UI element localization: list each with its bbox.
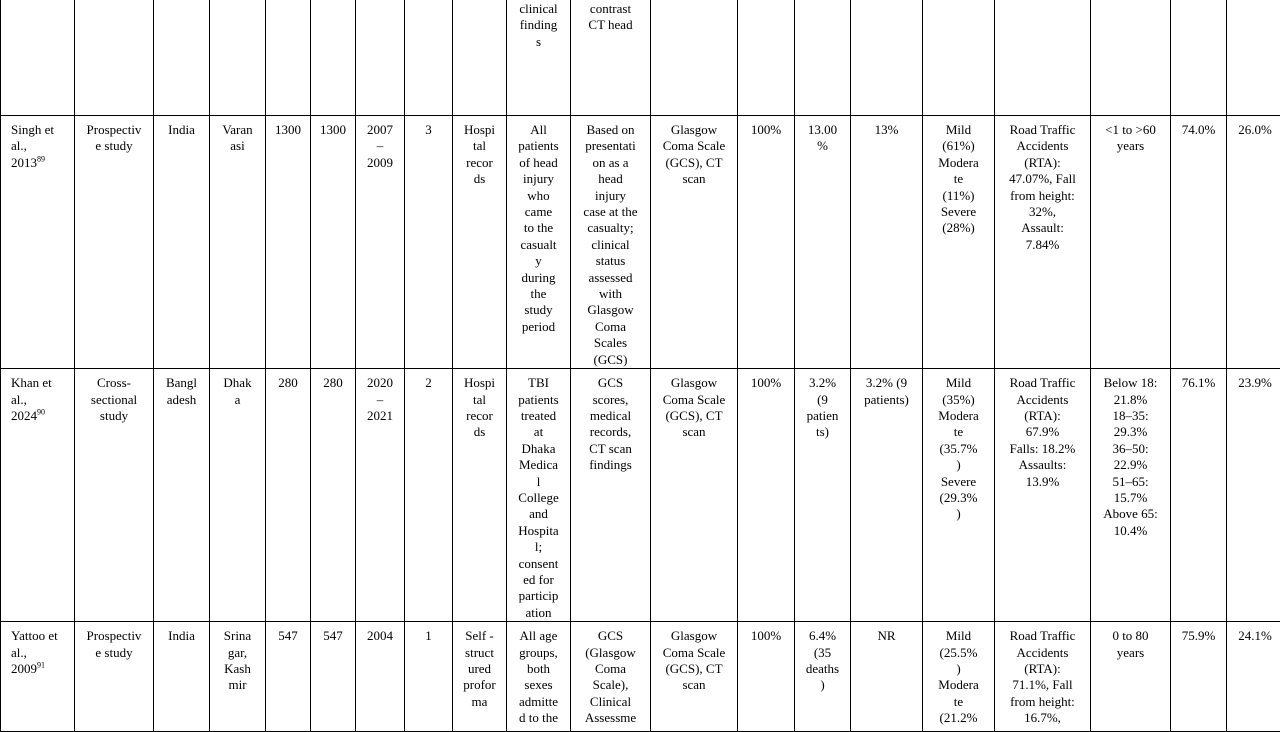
table-cell-diagnosis — [571, 116, 651, 369]
age-text: Below 18: 21.8% 18–35: 29.3% 36–50: 22.9% 51–65: 15.7% Above 65: 10.4% — [1103, 375, 1158, 538]
table-cell-diagnosis — [571, 0, 651, 116]
period-text: 2007 – 2009 — [367, 122, 393, 170]
inclusion-text: All age groups, both sexes admitte d to the — [519, 628, 558, 725]
table-cell-study — [1, 0, 75, 116]
n2-text: 547 — [323, 628, 343, 643]
table-cell-tool — [651, 116, 738, 369]
table-cell-country — [154, 369, 210, 622]
mortality2-text: NR — [877, 628, 895, 643]
table-cell-design — [75, 0, 154, 116]
mortality-text: 3.2% (9 patien ts) — [807, 375, 839, 439]
table-cell-inclusion — [507, 0, 571, 116]
score-text: 2 — [425, 375, 432, 390]
female-text: 23.9% — [1238, 375, 1272, 390]
pct-text: 100% — [751, 628, 781, 643]
table-cell-inclusion — [507, 622, 571, 732]
mortality2-text: 13% — [875, 122, 899, 137]
table-cell-tool — [651, 369, 738, 622]
table-cell-pct — [738, 369, 795, 622]
table-row — [1, 369, 1280, 622]
severity-text: Mild (61%) Modera te (11%) Severe (28%) — [938, 122, 978, 235]
diagnosis-text: Based on presentati on as a head injury case at the casualty; clinical status assessed with Glasgow Coma Scales (GCS) — [583, 122, 637, 367]
table-cell-female — [1227, 622, 1280, 732]
female-text: 26.0% — [1238, 122, 1272, 137]
source-text: Self - struct ured profor ma — [463, 628, 496, 709]
table-cell-age — [1091, 116, 1171, 369]
reference-superscript: 90 — [37, 408, 45, 417]
city-text: Srina gar, Kash mir — [224, 628, 251, 692]
mortality-text: 13.00 % — [808, 122, 837, 153]
table-cell-design — [75, 622, 154, 732]
table-cell-city — [210, 369, 266, 622]
table-cell-design — [75, 369, 154, 622]
age-text: <1 to >60 years — [1105, 122, 1156, 153]
table-cell-pct — [738, 116, 795, 369]
table-cell-mortality2 — [851, 622, 923, 732]
table-cell-severity — [923, 622, 995, 732]
diagnosis-text: contrast CT head — [588, 1, 632, 32]
country-text: India — [168, 122, 195, 137]
table-cell-female — [1227, 116, 1280, 369]
n2-text: 1300 — [320, 122, 346, 137]
severity-text: Mild (35%) Modera te (35.7% ) Severe (29.3% ) — [938, 375, 978, 521]
table-cell-mortality — [795, 0, 851, 116]
table-row — [1, 116, 1280, 369]
period-text: 2004 — [367, 628, 393, 643]
table-cell-diagnosis — [571, 622, 651, 732]
design-text: Prospectiv e study — [87, 628, 142, 659]
table-cell-n1 — [266, 0, 311, 116]
source-text: Hospi tal recor ds — [464, 122, 495, 186]
table-cell-period — [356, 369, 405, 622]
male-text: 75.9% — [1182, 628, 1216, 643]
period-text: 2020 – 2021 — [367, 375, 393, 423]
female-text: 24.1% — [1238, 628, 1272, 643]
table-cell-mortality — [795, 369, 851, 622]
table-cell-mortality2 — [851, 0, 923, 116]
cause-text: Road Traffic Accidents (RTA): 71.1%, Fall from height: 16.7%, — [1010, 628, 1076, 725]
table-cell-mortality — [795, 116, 851, 369]
table-cell-mortality2 — [851, 116, 923, 369]
n1-text: 547 — [278, 628, 298, 643]
table-cell-city — [210, 0, 266, 116]
table-cell-source — [453, 622, 507, 732]
table-cell-severity — [923, 0, 995, 116]
table-cell-n1 — [266, 369, 311, 622]
table-cell-n2 — [311, 622, 356, 732]
table-cell-tool — [651, 0, 738, 116]
table-cell-age — [1091, 622, 1171, 732]
country-text: Bangl adesh — [166, 375, 197, 406]
table-cell-tool — [651, 622, 738, 732]
table-cell-n1 — [266, 116, 311, 369]
table-cell-cause — [995, 116, 1091, 369]
table-cell-period — [356, 0, 405, 116]
diagnosis-text: GCS (Glasgow Coma Scale), Clinical Assessme — [585, 628, 636, 725]
table-cell-score — [405, 116, 453, 369]
table-cell-female — [1227, 0, 1280, 116]
inclusion-text: TBI patients treated at Dhaka Medica l College and Hospita l; consent ed for particip ation — [518, 375, 558, 620]
table-cell-age — [1091, 369, 1171, 622]
design-text: Cross- sectional study — [91, 375, 137, 423]
severity-text: Mild (25.5% ) Modera te (21.2% — [938, 628, 978, 725]
table-cell-city — [210, 116, 266, 369]
score-text: 3 — [425, 122, 432, 137]
male-text: 74.0% — [1182, 122, 1216, 137]
tool-text: Glasgow Coma Scale (GCS), CT scan — [663, 628, 725, 692]
reference-superscript: 89 — [37, 154, 45, 163]
male-text: 76.1% — [1182, 375, 1216, 390]
table-cell-period — [356, 622, 405, 732]
table-cell-mortality — [795, 622, 851, 732]
table-cell-cause — [995, 0, 1091, 116]
table-cell-pct — [738, 622, 795, 732]
table-cell-country — [154, 0, 210, 116]
table-cell-diagnosis — [571, 369, 651, 622]
score-text: 1 — [425, 628, 432, 643]
cause-text: Road Traffic Accidents (RTA): 67.9% Falls: 18.2% Assaults: 13.9% — [1010, 375, 1076, 488]
table-cell-inclusion — [507, 369, 571, 622]
tool-text: Glasgow Coma Scale (GCS), CT scan — [663, 122, 725, 186]
table-cell-n2 — [311, 0, 356, 116]
city-text: Dhak a — [223, 375, 251, 406]
table-cell-inclusion — [507, 116, 571, 369]
table-cell-study — [1, 622, 75, 732]
table-cell-city — [210, 622, 266, 732]
table-cell-source — [453, 116, 507, 369]
pct-text: 100% — [751, 122, 781, 137]
diagnosis-text: GCS scores, medical records, CT scan findings — [589, 375, 632, 472]
n2-text: 280 — [323, 375, 343, 390]
table-cell-female — [1227, 369, 1280, 622]
table-cell-source — [453, 0, 507, 116]
table-cell-study — [1, 369, 75, 622]
city-text: Varan asi — [222, 122, 252, 153]
country-text: India — [168, 628, 195, 643]
inclusion-text: clinical finding s — [519, 1, 557, 49]
table-cell-country — [154, 116, 210, 369]
table-cell-score — [405, 0, 453, 116]
age-text: 0 to 80 years — [1112, 628, 1148, 659]
n1-text: 1300 — [275, 122, 301, 137]
table-cell-pct — [738, 0, 795, 116]
inclusion-text: All patients of head injury who came to the casualt y during the study period — [518, 122, 558, 334]
study-text: Khan et al., 2024 — [11, 375, 52, 423]
table-row — [1, 622, 1280, 732]
table-cell-design — [75, 116, 154, 369]
design-text: Prospectiv e study — [87, 122, 142, 153]
table-cell-period — [356, 116, 405, 369]
table-cell-cause — [995, 622, 1091, 732]
table-cell-n1 — [266, 622, 311, 732]
pct-text: 100% — [751, 375, 781, 390]
study-text: Singh et al., 2013 — [11, 122, 54, 170]
table-cell-score — [405, 622, 453, 732]
table-cell-mortality2 — [851, 369, 923, 622]
table-cell-male — [1171, 116, 1227, 369]
table-cell-severity — [923, 116, 995, 369]
mortality2-text: 3.2% (9 patients) — [864, 375, 909, 406]
table-cell-country — [154, 622, 210, 732]
table-row — [1, 0, 1280, 116]
cause-text: Road Traffic Accidents (RTA): 47.07%, Fall from height: 32%, Assault: 7.84% — [1009, 122, 1076, 252]
table-cell-n2 — [311, 116, 356, 369]
table-cell-male — [1171, 0, 1227, 116]
table-cell-source — [453, 369, 507, 622]
study-text: Yattoo et al., 2009 — [11, 628, 58, 676]
n1-text: 280 — [278, 375, 298, 390]
table-cell-score — [405, 369, 453, 622]
mortality-text: 6.4% (35 deaths ) — [806, 628, 839, 692]
table-cell-age — [1091, 0, 1171, 116]
reference-superscript: 91 — [37, 661, 45, 670]
table-cell-severity — [923, 369, 995, 622]
source-text: Hospi tal recor ds — [464, 375, 495, 439]
table-cell-n2 — [311, 369, 356, 622]
table-cell-male — [1171, 369, 1227, 622]
table-cell-cause — [995, 369, 1091, 622]
tool-text: Glasgow Coma Scale (GCS), CT scan — [663, 375, 725, 439]
table-cell-study — [1, 116, 75, 369]
table-cell-male — [1171, 622, 1227, 732]
